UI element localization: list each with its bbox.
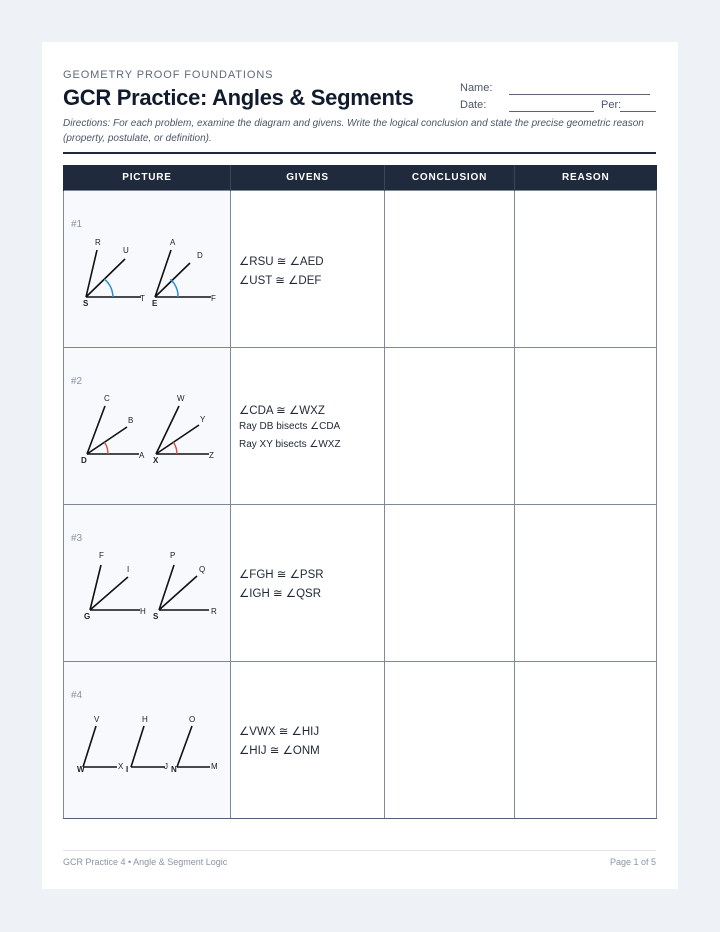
point-label: H bbox=[142, 715, 148, 724]
given-statement: ∠IGH ≅ ∠QSR bbox=[239, 588, 322, 600]
table-header-row bbox=[64, 165, 657, 191]
given-statement: ∠CDA ≅ ∠WXZ bbox=[239, 405, 325, 417]
givens-cell-1 bbox=[231, 191, 385, 348]
course-eyebrow: GEOMETRY PROOF FOUNDATIONS bbox=[63, 69, 274, 81]
footer-title: GCR Practice 4 • Angle & Segment Logic bbox=[63, 857, 228, 867]
angle-diagram-2 bbox=[64, 348, 231, 504]
worksheet-page bbox=[42, 42, 678, 889]
conclusion-cell-2[interactable] bbox=[385, 348, 515, 505]
givens-cell-4 bbox=[231, 662, 385, 819]
angle-diagram-3 bbox=[64, 505, 231, 661]
reason-cell-1[interactable] bbox=[515, 191, 657, 348]
problem-number: #1 bbox=[71, 219, 83, 230]
point-label: O bbox=[189, 715, 196, 724]
point-label: N bbox=[171, 765, 177, 774]
point-label: D bbox=[81, 456, 87, 465]
point-label: B bbox=[128, 416, 134, 425]
directions-text: Directions: For each problem, examine the diagram and givens. Write the logical conclusion and state the precise geometric reason (property, postulate, or definition). bbox=[63, 118, 644, 144]
given-statement: ∠VWX ≅ ∠HIJ bbox=[239, 726, 320, 738]
point-label: Q bbox=[199, 565, 206, 574]
point-label: T bbox=[140, 294, 145, 303]
angle-diagram-1 bbox=[64, 191, 231, 347]
point-label: A bbox=[170, 238, 176, 247]
reason-cell-4[interactable] bbox=[515, 662, 657, 819]
reason-cell-2[interactable] bbox=[515, 348, 657, 505]
given-statement: Ray XY bisects ∠WXZ bbox=[239, 439, 341, 450]
point-label: F bbox=[99, 551, 104, 560]
point-label: Z bbox=[209, 451, 214, 460]
table-row bbox=[64, 505, 657, 662]
given-statement: ∠FGH ≅ ∠PSR bbox=[239, 569, 324, 581]
given-statement: ∠HIJ ≅ ∠ONM bbox=[239, 745, 320, 757]
picture-cell-4 bbox=[64, 662, 231, 819]
period-field[interactable] bbox=[620, 111, 656, 112]
point-label: H bbox=[140, 607, 146, 616]
picture-cell-1 bbox=[64, 191, 231, 348]
point-label: J bbox=[164, 762, 168, 771]
point-label: S bbox=[83, 299, 89, 308]
givens-cell-3 bbox=[231, 505, 385, 662]
date-label: Date: bbox=[460, 99, 487, 111]
given-statement: Ray DB bisects ∠CDA bbox=[239, 421, 341, 432]
reason-cell-3[interactable] bbox=[515, 505, 657, 662]
picture-cell-2 bbox=[64, 348, 231, 505]
point-label: X bbox=[118, 762, 124, 771]
column-header-conclusion: CONCLUSION bbox=[385, 165, 515, 191]
problem-number: #4 bbox=[71, 690, 83, 701]
column-header-picture: PICTURE bbox=[64, 165, 231, 191]
point-label: M bbox=[211, 762, 218, 771]
name-label: Name: bbox=[460, 82, 493, 94]
point-label: Y bbox=[200, 415, 206, 424]
point-label: W bbox=[177, 394, 185, 403]
point-label: R bbox=[211, 607, 217, 616]
given-statement: ∠UST ≅ ∠DEF bbox=[239, 275, 322, 287]
period-label: Per: bbox=[601, 99, 622, 111]
point-label: E bbox=[152, 299, 158, 308]
point-label: U bbox=[123, 246, 129, 255]
conclusion-cell-4[interactable] bbox=[385, 662, 515, 819]
point-label: G bbox=[84, 612, 91, 621]
problem-number: #2 bbox=[71, 376, 83, 387]
column-header-reason: REASON bbox=[515, 165, 657, 191]
point-label: P bbox=[170, 551, 176, 560]
header-divider bbox=[63, 152, 656, 154]
point-label: I bbox=[126, 765, 129, 774]
point-label: C bbox=[104, 394, 110, 403]
point-label: W bbox=[77, 765, 85, 774]
point-label: A bbox=[139, 451, 145, 460]
conclusion-cell-1[interactable] bbox=[385, 191, 515, 348]
point-label: I bbox=[127, 565, 130, 574]
page-title: GCR Practice: Angles & Segments bbox=[63, 85, 414, 110]
point-label: V bbox=[94, 715, 100, 724]
name-field[interactable] bbox=[509, 94, 650, 95]
table-row bbox=[64, 662, 657, 819]
point-label: X bbox=[153, 456, 159, 465]
point-label: D bbox=[197, 251, 203, 260]
givens-cell-2 bbox=[231, 348, 385, 505]
page-number: Page 1 of 5 bbox=[609, 857, 656, 867]
proof-table bbox=[63, 165, 657, 819]
angle-diagram-4 bbox=[64, 662, 231, 818]
problem-number: #3 bbox=[71, 533, 83, 544]
conclusion-cell-3[interactable] bbox=[385, 505, 515, 662]
picture-cell-3 bbox=[64, 505, 231, 662]
date-field[interactable] bbox=[509, 111, 594, 112]
point-label: R bbox=[95, 238, 101, 247]
table-row bbox=[64, 191, 657, 348]
point-label: S bbox=[153, 612, 159, 621]
point-label: F bbox=[211, 294, 216, 303]
column-header-givens: GIVENS bbox=[231, 165, 385, 191]
given-statement: ∠RSU ≅ ∠AED bbox=[239, 256, 324, 268]
footer-divider bbox=[63, 850, 656, 851]
table-row bbox=[64, 348, 657, 505]
